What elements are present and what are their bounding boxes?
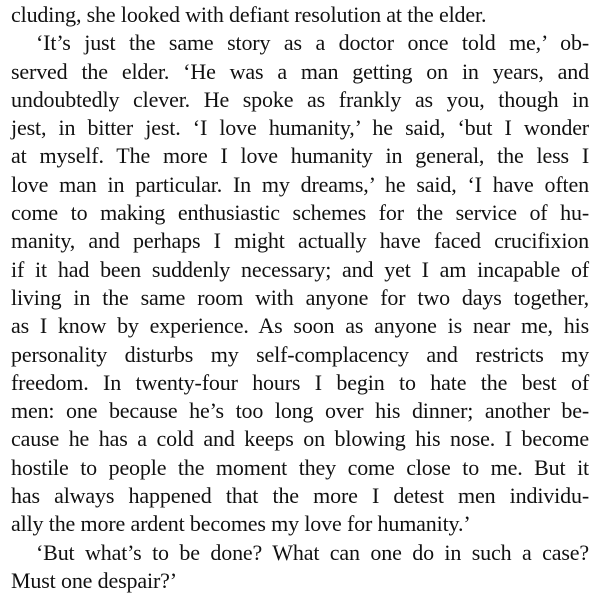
text-line: love man in particular. In my dreams,’ he said, ‘I have often	[11, 171, 589, 197]
text-line: Must one despair?’	[11, 567, 177, 593]
text-line: come to making enthusiastic schemes for the service of hu-	[11, 200, 589, 226]
paragraph-question	[11, 539, 589, 596]
text-line: ‘It’s just the same story as a doctor once told me,’ ob-	[36, 30, 589, 56]
text-line: as I know by experience. As soon as anyone is near me, his	[11, 313, 589, 339]
text-line: ally the more ardent becomes my love for humanity.’	[11, 511, 471, 537]
text-line: served the elder. ‘He was a man getting on in years, and	[11, 58, 589, 84]
text-line: personality disturbs my self-complacency and restricts my	[11, 341, 589, 367]
text-line: cluding, she looked with defiant resolution at the elder.	[11, 2, 487, 27]
text-line: has always happened that the more I detest men individu-	[11, 483, 589, 509]
text-line: at myself. The more I love humanity in general, the less I	[11, 143, 589, 169]
text-line: ‘But what’s to be done? What can one do in such a case?	[36, 539, 589, 565]
text-line: jest, in bitter jest. ‘I love humanity,’ he said, ‘but I wonder	[11, 115, 589, 141]
text-line: living in the same room with anyone for two days together,	[11, 284, 589, 310]
text-line: cause he has a cold and keeps on blowing his nose. I become	[11, 426, 589, 452]
text-line: men: one because he’s too long over his dinner; another be-	[11, 398, 589, 424]
text-line: hostile to people the moment they come close to me. But it	[11, 454, 589, 480]
text-line: if it had been suddenly necessary; and yet I am incapable of	[11, 256, 589, 282]
text-line: freedom. In twenty-four hours I begin to hate the best of	[11, 369, 589, 395]
paragraph-ending	[11, 1, 589, 29]
text-line: manity, and perhaps I might actually have faced crucifixion	[11, 228, 589, 254]
paragraph-elder-story	[11, 29, 589, 538]
text-line: undoubtedly clever. He spoke as frankly as you, though in	[11, 86, 589, 112]
